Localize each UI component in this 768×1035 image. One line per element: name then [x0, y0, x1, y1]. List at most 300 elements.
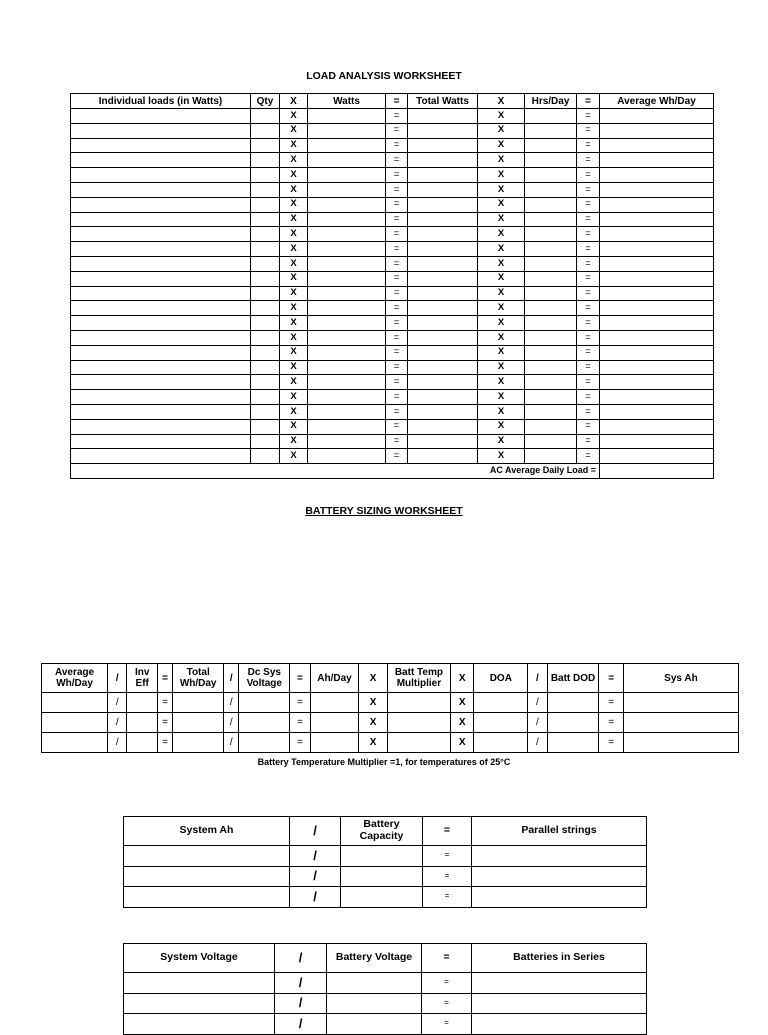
operator-cell: X [280, 345, 308, 360]
operator-cell: = [386, 153, 408, 168]
header-battery-capacity: Battery Capacity [341, 817, 423, 846]
operator-cell: X [478, 256, 525, 271]
header-batt-dod: Batt DOD [547, 664, 599, 693]
entry-cell[interactable] [408, 138, 478, 153]
entry-cell[interactable] [525, 227, 577, 242]
header-x: X [450, 664, 473, 693]
entry-cell[interactable] [251, 404, 280, 419]
entry-cell[interactable] [71, 345, 251, 360]
entry-cell[interactable] [251, 242, 280, 257]
entry-cell[interactable] [127, 693, 158, 713]
operator-cell: = [577, 242, 600, 257]
entry-cell[interactable] [71, 434, 251, 449]
entry-cell[interactable] [308, 330, 386, 345]
entry-cell[interactable] [600, 345, 714, 360]
operator-cell: X [280, 153, 308, 168]
operator-cell: = [386, 138, 408, 153]
operator-cell: X [450, 733, 473, 753]
operator-cell: = [577, 286, 600, 301]
entry-cell[interactable] [71, 197, 251, 212]
header-total-wh-day: Total Wh/Day [173, 664, 224, 693]
entry-cell[interactable] [251, 182, 280, 197]
entry-cell[interactable] [408, 301, 478, 316]
operator-cell: = [386, 256, 408, 271]
entry-cell[interactable] [251, 168, 280, 183]
entry-cell[interactable] [408, 212, 478, 227]
entry-cell[interactable] [600, 109, 714, 124]
entry-cell[interactable] [42, 713, 108, 733]
operator-cell: / [290, 887, 341, 908]
entry-cell[interactable] [525, 360, 577, 375]
entry-cell[interactable] [600, 123, 714, 138]
operator-cell: = [386, 168, 408, 183]
operator-cell: = [386, 449, 408, 464]
operator-cell: = [386, 375, 408, 390]
entry-cell[interactable] [600, 449, 714, 464]
entry-cell[interactable] [525, 212, 577, 227]
entry-cell[interactable] [525, 390, 577, 405]
entry-cell[interactable] [71, 375, 251, 390]
entry-cell[interactable] [525, 434, 577, 449]
entry-cell[interactable] [408, 390, 478, 405]
entry-cell[interactable] [408, 419, 478, 434]
entry-cell[interactable] [251, 197, 280, 212]
load-row [71, 286, 714, 301]
operator-cell: = [386, 227, 408, 242]
operator-cell: = [577, 109, 600, 124]
battery-header-row [42, 664, 739, 693]
entry-cell[interactable] [308, 375, 386, 390]
operator-cell: = [577, 404, 600, 419]
entry-cell[interactable] [600, 316, 714, 331]
entry-cell[interactable] [525, 316, 577, 331]
entry-cell[interactable] [600, 360, 714, 375]
entry-cell[interactable] [547, 693, 599, 713]
load-row [71, 360, 714, 375]
load-row [71, 109, 714, 124]
entry-cell[interactable] [547, 733, 599, 753]
entry-cell[interactable] [251, 286, 280, 301]
load-row [71, 256, 714, 271]
entry-cell[interactable] [310, 713, 359, 733]
operator-cell: X [280, 449, 308, 464]
operator-cell: X [478, 404, 525, 419]
entry-cell[interactable] [124, 887, 290, 908]
entry-cell[interactable] [525, 123, 577, 138]
header-equals: = [599, 664, 623, 693]
operator-cell: X [478, 286, 525, 301]
operator-cell: X [280, 227, 308, 242]
entry-cell[interactable] [408, 197, 478, 212]
entry-cell[interactable] [124, 866, 290, 887]
battery-row [42, 693, 739, 713]
entry-cell[interactable] [408, 345, 478, 360]
entry-cell[interactable] [474, 693, 528, 713]
entry-cell[interactable] [251, 390, 280, 405]
entry-cell[interactable] [600, 434, 714, 449]
operator-cell: X [478, 330, 525, 345]
entry-cell[interactable] [239, 733, 290, 753]
entry-cell[interactable] [251, 360, 280, 375]
entry-cell[interactable] [387, 733, 450, 753]
operator-cell: = [422, 993, 472, 1014]
parallel-row [124, 846, 647, 867]
entry-cell[interactable] [600, 153, 714, 168]
header-equals: = [422, 944, 472, 973]
entry-cell[interactable] [623, 693, 738, 713]
entry-cell[interactable] [124, 846, 290, 867]
operator-cell: = [577, 182, 600, 197]
entry-cell[interactable] [600, 212, 714, 227]
operator-cell: X [280, 109, 308, 124]
entry-cell[interactable] [251, 123, 280, 138]
operator-cell: X [280, 375, 308, 390]
operator-cell: X [280, 182, 308, 197]
operator-cell: = [577, 301, 600, 316]
entry-cell[interactable] [308, 256, 386, 271]
entry-cell[interactable] [547, 713, 599, 733]
parallel-row [124, 866, 647, 887]
entry-cell[interactable] [408, 449, 478, 464]
entry-cell[interactable] [251, 109, 280, 124]
entry-cell[interactable] [623, 713, 738, 733]
entry-cell[interactable] [308, 138, 386, 153]
header-batteries-in-series: Batteries in Series [472, 944, 647, 973]
entry-cell[interactable] [525, 242, 577, 257]
entry-cell[interactable] [472, 866, 647, 887]
header-average-wh-day: Average Wh/Day [600, 94, 714, 109]
entry-cell[interactable] [408, 153, 478, 168]
entry-cell[interactable] [327, 973, 422, 994]
operator-cell: / [275, 1014, 327, 1035]
entry-cell[interactable] [600, 138, 714, 153]
entry-cell[interactable] [600, 256, 714, 271]
entry-cell[interactable] [308, 360, 386, 375]
entry-cell[interactable] [71, 449, 251, 464]
entry-cell[interactable] [341, 846, 423, 867]
entry-cell[interactable] [600, 390, 714, 405]
operator-cell: X [478, 360, 525, 375]
entry-cell[interactable] [308, 227, 386, 242]
load-row [71, 375, 714, 390]
entry-cell[interactable] [525, 153, 577, 168]
entry-cell[interactable] [239, 713, 290, 733]
entry-cell[interactable] [525, 345, 577, 360]
entry-cell[interactable] [308, 182, 386, 197]
entry-cell[interactable] [71, 404, 251, 419]
operator-cell: = [577, 330, 600, 345]
entry-cell[interactable] [408, 286, 478, 301]
entry-cell[interactable] [408, 123, 478, 138]
entry-cell[interactable] [408, 227, 478, 242]
entry-cell[interactable] [71, 360, 251, 375]
entry-cell[interactable] [600, 286, 714, 301]
operator-cell: = [422, 1014, 472, 1035]
entry-cell[interactable] [71, 168, 251, 183]
entry-cell[interactable] [71, 301, 251, 316]
operator-cell: X [478, 182, 525, 197]
entry-cell[interactable] [408, 242, 478, 257]
entry-cell[interactable] [525, 330, 577, 345]
entry-cell[interactable] [127, 733, 158, 753]
entry-cell[interactable] [600, 301, 714, 316]
entry-cell[interactable] [600, 330, 714, 345]
entry-cell[interactable] [71, 256, 251, 271]
operator-cell: X [478, 271, 525, 286]
operator-cell: = [577, 449, 600, 464]
entry-cell[interactable] [251, 434, 280, 449]
operator-cell: = [577, 212, 600, 227]
entry-cell[interactable] [71, 123, 251, 138]
entry-cell[interactable] [71, 182, 251, 197]
operator-cell: X [478, 109, 525, 124]
entry-cell[interactable] [173, 693, 224, 713]
entry-cell[interactable] [525, 256, 577, 271]
entry-cell[interactable] [341, 887, 423, 908]
operator-cell: = [599, 693, 623, 713]
entry-cell[interactable] [251, 449, 280, 464]
entry-cell[interactable] [251, 271, 280, 286]
entry-cell[interactable] [472, 973, 647, 994]
entry-cell[interactable] [251, 301, 280, 316]
entry-cell[interactable] [600, 419, 714, 434]
battery-sizing-table [41, 663, 739, 753]
entry-cell[interactable] [308, 345, 386, 360]
operator-cell: X [478, 419, 525, 434]
header-total-watts: Total Watts [408, 94, 478, 109]
operator-cell: / [275, 973, 327, 994]
entry-cell[interactable] [251, 153, 280, 168]
operator-cell: = [577, 123, 600, 138]
entry-cell[interactable] [127, 713, 158, 733]
entry-cell[interactable] [308, 404, 386, 419]
entry-cell[interactable] [251, 345, 280, 360]
entry-cell[interactable] [308, 212, 386, 227]
load-row [71, 330, 714, 345]
entry-cell[interactable] [408, 360, 478, 375]
entry-cell[interactable] [525, 138, 577, 153]
entry-cell[interactable] [525, 301, 577, 316]
entry-cell[interactable] [251, 330, 280, 345]
entry-cell[interactable] [408, 168, 478, 183]
entry-cell[interactable] [387, 713, 450, 733]
entry-cell[interactable] [71, 419, 251, 434]
operator-cell: X [280, 360, 308, 375]
header-inv-eff: Inv Eff [127, 664, 158, 693]
entry-cell[interactable] [251, 375, 280, 390]
entry-cell[interactable] [308, 271, 386, 286]
entry-cell[interactable] [600, 375, 714, 390]
entry-cell[interactable] [308, 153, 386, 168]
entry-cell[interactable] [525, 404, 577, 419]
header-equals: = [577, 94, 600, 109]
entry-cell[interactable] [308, 316, 386, 331]
header-equals: = [423, 817, 472, 846]
entry-cell[interactable] [71, 212, 251, 227]
load-row [71, 227, 714, 242]
operator-cell: = [423, 887, 472, 908]
operator-cell: / [528, 713, 547, 733]
entry-cell[interactable] [310, 733, 359, 753]
entry-cell[interactable] [600, 242, 714, 257]
entry-cell[interactable] [71, 242, 251, 257]
header-parallel-strings: Parallel strings [472, 817, 647, 846]
operator-cell: X [280, 256, 308, 271]
operator-cell: = [386, 404, 408, 419]
operator-cell: X [280, 419, 308, 434]
entry-cell[interactable] [525, 109, 577, 124]
entry-cell[interactable] [600, 404, 714, 419]
entry-cell[interactable] [600, 464, 714, 479]
entry-cell[interactable] [525, 419, 577, 434]
operator-cell: / [290, 866, 341, 887]
header-equals: = [290, 664, 310, 693]
operator-cell: / [290, 846, 341, 867]
entry-cell[interactable] [251, 256, 280, 271]
operator-cell: X [280, 434, 308, 449]
entry-cell[interactable] [310, 693, 359, 713]
entry-cell[interactable] [42, 693, 108, 713]
entry-cell[interactable] [71, 286, 251, 301]
entry-cell[interactable] [124, 993, 275, 1014]
header-hrs-day: Hrs/Day [525, 94, 577, 109]
operator-cell: X [478, 390, 525, 405]
operator-cell: = [386, 316, 408, 331]
entry-cell[interactable] [600, 182, 714, 197]
ac-average-daily-load-label: AC Average Daily Load = [71, 464, 600, 479]
operator-cell: = [577, 197, 600, 212]
operator-cell: X [450, 713, 473, 733]
entry-cell[interactable] [525, 271, 577, 286]
entry-cell[interactable] [408, 316, 478, 331]
entry-cell[interactable] [251, 419, 280, 434]
entry-cell[interactable] [71, 153, 251, 168]
entry-cell[interactable] [239, 693, 290, 713]
battery-row [42, 713, 739, 733]
operator-cell: X [359, 693, 387, 713]
entry-cell[interactable] [408, 404, 478, 419]
entry-cell[interactable] [308, 419, 386, 434]
entry-cell[interactable] [600, 168, 714, 183]
series-row [124, 973, 647, 994]
entry-cell[interactable] [308, 242, 386, 257]
entry-cell[interactable] [308, 197, 386, 212]
operator-cell: = [386, 271, 408, 286]
entry-cell[interactable] [42, 733, 108, 753]
entry-cell[interactable] [387, 693, 450, 713]
entry-cell[interactable] [71, 109, 251, 124]
operator-cell: = [577, 375, 600, 390]
entry-cell[interactable] [124, 973, 275, 994]
operator-cell: X [478, 168, 525, 183]
operator-cell: = [290, 733, 310, 753]
entry-cell[interactable] [71, 271, 251, 286]
entry-cell[interactable] [474, 713, 528, 733]
operator-cell: = [386, 182, 408, 197]
entry-cell[interactable] [472, 846, 647, 867]
load-row [71, 182, 714, 197]
entry-cell[interactable] [71, 227, 251, 242]
load-analysis-title: LOAD ANALYSIS WORKSHEET [306, 70, 462, 82]
series-row [124, 993, 647, 1014]
entry-cell[interactable] [341, 866, 423, 887]
load-row [71, 301, 714, 316]
entry-cell[interactable] [525, 449, 577, 464]
operator-cell: / [224, 693, 239, 713]
operator-cell: = [386, 242, 408, 257]
entry-cell[interactable] [600, 271, 714, 286]
entry-cell[interactable] [173, 713, 224, 733]
entry-cell[interactable] [600, 197, 714, 212]
entry-cell[interactable] [308, 286, 386, 301]
entry-cell[interactable] [408, 271, 478, 286]
entry-cell[interactable] [408, 375, 478, 390]
entry-cell[interactable] [308, 301, 386, 316]
entry-cell[interactable] [251, 316, 280, 331]
header-equals: = [386, 94, 408, 109]
header-divide: / [108, 664, 127, 693]
load-row [71, 345, 714, 360]
load-footer-row [71, 464, 714, 479]
operator-cell: = [577, 256, 600, 271]
entry-cell[interactable] [472, 993, 647, 1014]
entry-cell[interactable] [251, 138, 280, 153]
operator-cell: = [577, 271, 600, 286]
parallel-strings-table [123, 816, 647, 908]
operator-cell: = [157, 733, 172, 753]
entry-cell[interactable] [600, 227, 714, 242]
operator-cell: X [478, 138, 525, 153]
entry-cell[interactable] [308, 449, 386, 464]
entry-cell[interactable] [408, 109, 478, 124]
load-row [71, 242, 714, 257]
operator-cell: = [577, 390, 600, 405]
entry-cell[interactable] [525, 182, 577, 197]
entry-cell[interactable] [71, 138, 251, 153]
operator-cell: = [422, 973, 472, 994]
entry-cell[interactable] [408, 434, 478, 449]
entry-cell[interactable] [251, 212, 280, 227]
entry-cell[interactable] [71, 390, 251, 405]
entry-cell[interactable] [308, 168, 386, 183]
entry-cell[interactable] [308, 123, 386, 138]
operator-cell: = [577, 168, 600, 183]
entry-cell[interactable] [251, 227, 280, 242]
operator-cell: / [108, 733, 127, 753]
load-row [71, 168, 714, 183]
entry-cell[interactable] [327, 993, 422, 1014]
entry-cell[interactable] [308, 390, 386, 405]
entry-cell[interactable] [474, 733, 528, 753]
entry-cell[interactable] [525, 197, 577, 212]
entry-cell[interactable] [408, 256, 478, 271]
entry-cell[interactable] [173, 733, 224, 753]
entry-cell[interactable] [623, 733, 738, 753]
entry-cell[interactable] [408, 182, 478, 197]
entry-cell[interactable] [308, 109, 386, 124]
operator-cell: X [359, 713, 387, 733]
battery-sizing-title: BATTERY SIZING WORKSHEET [305, 505, 463, 517]
entry-cell[interactable] [472, 887, 647, 908]
entry-cell[interactable] [71, 330, 251, 345]
entry-cell[interactable] [525, 375, 577, 390]
entry-cell[interactable] [308, 434, 386, 449]
entry-cell[interactable] [71, 316, 251, 331]
operator-cell: = [386, 330, 408, 345]
entry-cell[interactable] [408, 330, 478, 345]
entry-cell[interactable] [525, 286, 577, 301]
entry-cell[interactable] [525, 168, 577, 183]
